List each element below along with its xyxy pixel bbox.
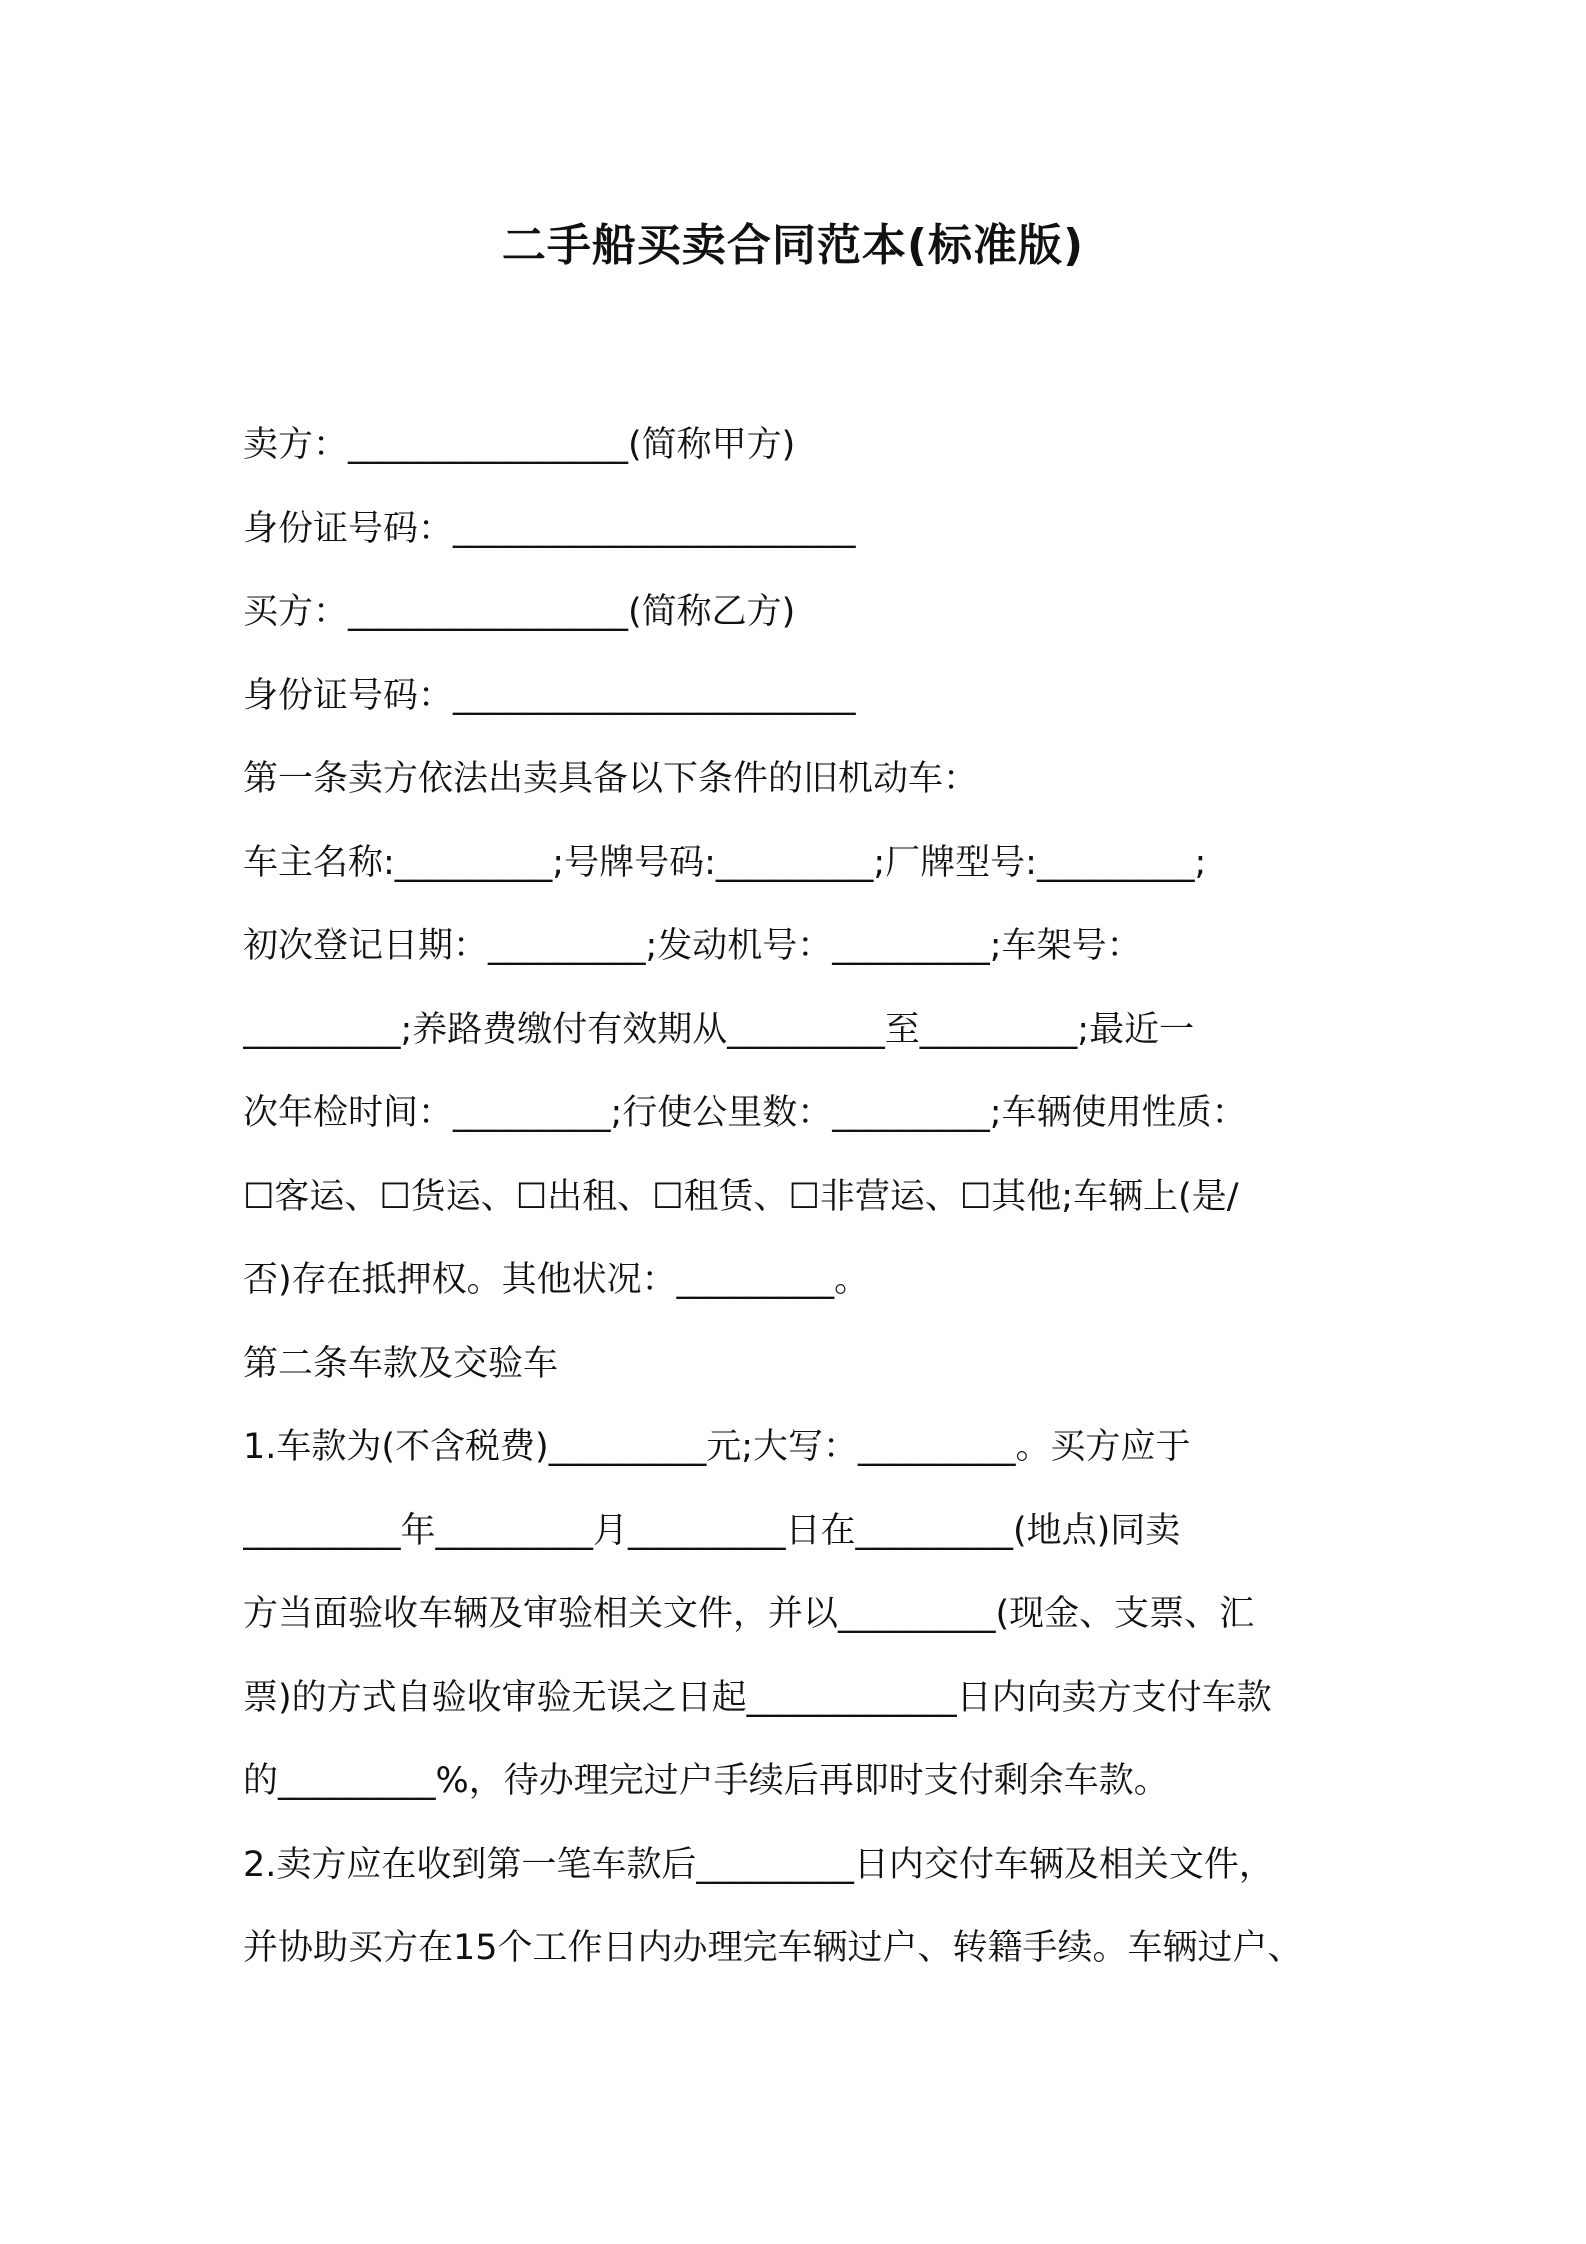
article-2-line: 2.卖方应在收到第一笔车款后_________日内交付车辆及相关文件， (243, 1844, 1274, 1885)
buyer-id-line: 身份证号码：_______________________ (243, 675, 856, 716)
article-1-line: 初次登记日期：_________;发动机号：_________;车架号： (243, 926, 1142, 966)
article-1-line: 次年检时间：_________;行使公里数：_________;车辆使用性质： (243, 1093, 1247, 1133)
article-2-line: _________年_________月_________日在_________(地点)同卖 (243, 1510, 1181, 1551)
buyer-line: 买方：________________(简称乙方) (243, 592, 796, 632)
article-1-line: 车主名称:_________;号牌号码:_________;厂牌型号:_________; (243, 842, 1207, 883)
seller-id-line: 身份证号码：_______________________ (243, 508, 856, 549)
article-1-heading: 第一条卖方依法出卖具备以下条件的旧机动车： (243, 759, 979, 799)
article-1-line: ☐客运、☐货运、☐出租、☐租赁、☐非营运、☐其他;车辆上(是/ (243, 1176, 1239, 1217)
article-2-line: 的_________%，待办理完过户手续后再即时支付剩余车款。 (243, 1761, 1169, 1801)
article-2-line: 方当面验收车辆及审验相关文件，并以_________(现金、支票、汇 (243, 1594, 1255, 1634)
article-1-line: _________;养路费缴付有效期从_________至_________;最近一 (243, 1009, 1195, 1050)
document-body (243, 404, 1358, 1991)
article-1-line: 否)存在抵押权。其他状况：_________。 (243, 1260, 870, 1300)
article-2-line: 票)的方式自验收审验无误之日起____________日内向卖方支付车款 (243, 1677, 1272, 1718)
seller-line: 卖方：________________(简称甲方) (243, 425, 796, 465)
article-2-line: 1.车款为(不含税费)_________元;大写：_________。买方应于 (243, 1427, 1191, 1467)
document-title: 二手船买卖合同范本(标准版) (501, 220, 1085, 271)
article-2-line: 并协助买方在15个工作日内办理完车辆过户、转籍手续。车辆过户、 (243, 1928, 1303, 1968)
article-2-heading: 第二条车款及交验车 (243, 1343, 559, 1384)
